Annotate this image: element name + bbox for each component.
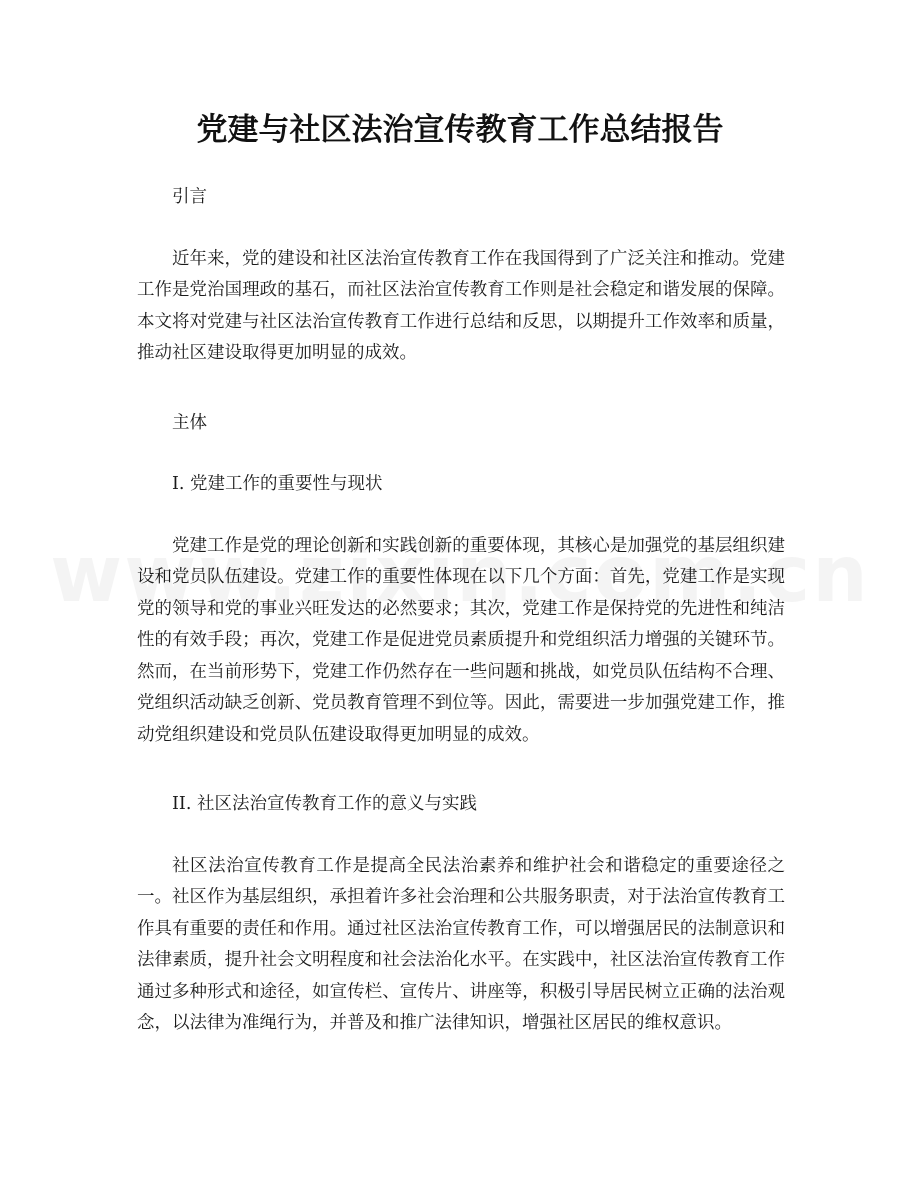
paragraph-party-building: 党建工作是党的理论创新和实践创新的重要体现，其核心是加强党的基层组织建设和党员队伍建设。党建工作的重要性体现在以下几个方面：首先，党建工作是实现党的领导和党的事业兴旺发达的必然要求；其次，党建工作是保持党的先进性和纯洁性的有效手段；再次，党建工作是促进党员素质提升和党组织活力增强的关键环节。然而，在当前形势下，党建工作仍然存在一些问题和挑战，如党员队伍结构不合理、党组织活动缺乏创新、党员教育管理不到位等。因此，需要进一步加强党建工作，推动党组织建设和党员队伍建设取得更加明显的成效。	[137, 535, 785, 745]
section-heading-main: 主体	[172, 412, 207, 433]
section-heading-intro: 引言	[172, 187, 207, 207]
section-heading-legal-education: II. 社区法治宣传教育工作的意义与实践	[172, 794, 477, 814]
paragraph-intro: 近年来，党的建设和社区法治宣传教育工作在我国得到了广泛关注和推动。党建工作是党治国理政的基石，而社区法治宣传教育工作则是社会稳定和谐发展的保障。本文将对党建与社区法治宣传教育工作进行总结和反思，以期提升工作效率和质量，推动社区建设取得更加明显的成效。	[137, 248, 785, 363]
document-body	[137, 182, 785, 1078]
section-heading-party-building: I. 党建工作的重要性与现状	[172, 474, 383, 494]
document-title: 党建与社区法治宣传教育工作总结报告	[196, 112, 724, 148]
paragraph-legal-education: 社区法治宣传教育工作是提高全民法治素养和维护社会和谐稳定的重要途径之一。社区作为基层组织，承担着许多社会治理和公共服务职责，对于法治宣传教育工作具有重要的责任和作用。通过社区法治宣传教育工作，可以增强居民的法制意识和法律素质，提升社会文明程度和社会法治化水平。在实践中，社区法治宣传教育工作通过多种形式和途径，如宣传栏、宣传片、讲座等，积极引导居民树立正确的法治观念，以法律为准绳行为，并普及和推广法律知识，增强社区居民的维权意识。	[137, 855, 785, 1033]
